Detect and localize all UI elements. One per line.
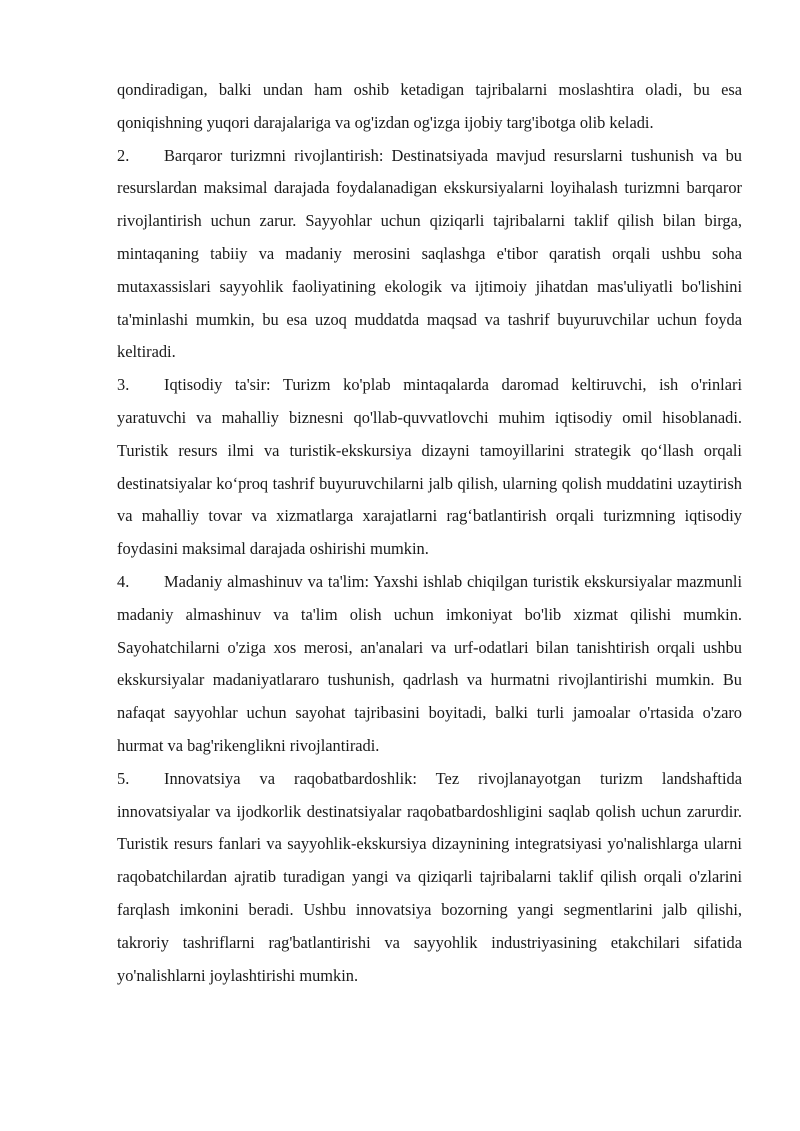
intro-paragraph: qondiradigan, balki undan ham oshib ketadigan tajribalarni moslashtira oladi, bu esa qoniqishning yuqori darajalariga va og'izdan og'izga ijobiy targ'ibotga olib keladi. bbox=[117, 80, 742, 132]
list-item-2 bbox=[117, 140, 742, 370]
document-page bbox=[117, 74, 742, 992]
list-item-number: 2. bbox=[117, 145, 130, 165]
list-item-text: Iqtisodiy ta'sir: Turizm ko'plab mintaqalarda daromad keltiruvchi, ish o'rinlari yaratuvchi va mahalliy biznesni qo'llab-quvvatlovchi muhim iqtisodiy omil hisoblanadi. Turistik resurs ilmi va turistik-ekskursiya dizayni tamoyillarini strategik qo‘llash orqali destinatsiyalar ko‘proq tashrif buyuruvchilarni jalb qilish, ularning qolish muddatini uzaytirish va mahalliy tovar va xizmatlarga xarajatlarni rag‘batlantirish orqali turizmning iqtisodiy foydasini maksimal darajada oshirishi mumkin. bbox=[117, 375, 742, 559]
list-item-3 bbox=[117, 369, 742, 566]
list-item-4 bbox=[117, 566, 742, 763]
list-item-text: Barqaror turizmni rivojlantirish: Destinatsiyada mavjud resurslarni tushunish va bu resurslardan maksimal darajada foydalanadigan ekskursiyalarni loyihalash turizmni barqaror rivojlantirish uchun zarur. Sayyohlar uchun qiziqarli tajribalarni taklif qilish bilan birga, mintaqaning tabiiy va madaniy merosini saqlashga e'tibor qaratish orqali ushbu soha mutaxassislari sayyohlik faoliyatining ekologik va ijtimoiy jihatdan mas'uliyatli bo'lishini ta'minlashi mumkin, bu esa uzoq muddatda maqsad va tashrif buyuruvchilar uchun foyda keltiradi. bbox=[117, 145, 742, 362]
list-item-number: 4. bbox=[117, 571, 130, 591]
list-item-number: 5. bbox=[117, 768, 130, 788]
list-item-text: Innovatsiya va raqobatbardoshlik: Tez rivojlanayotgan turizm landshaftida innovatsiyalar va ijodkorlik destinatsiyalar raqobatbardoshligini saqlab qolish uchun zarurdir. Turistik resurs fanlari va sayyohlik-ekskursiya dizaynining integratsiyasi yo'nalishlarga ularni raqobatchilardan ajratib turadigan yangi va qiziqarli tajribalarni taklif qilish orqali o'zlarini farqlash imkonini beradi. Ushbu innovatsiya bozorning yangi segmentlarini jalb qilishi, takroriy tashriflarni rag'batlantirishi va sayyohlik industriyasining etakchilari sifatida yo'nalishlarni joylashtirishi mumkin. bbox=[117, 768, 742, 985]
list-item-5 bbox=[117, 763, 742, 993]
list-item-text: Madaniy almashinuv va ta'lim: Yaxshi ishlab chiqilgan turistik ekskursiyalar mazmunli madaniy almashinuv va ta'lim olish uchun imkoniyat bo'lib xizmat qilishi mumkin. Sayohatchilarni o'ziga xos merosi, an'analari va urf-odatlari bilan tanishtirish orqali ushbu ekskursiyalar madaniyatlararo tushunish, qadrlash va hurmatni rivojlantirishi mumkin. Bu nafaqat sayyohlar uchun sayohat tajribasini boyitadi, balki turli jamoalar o'rtasida o'zaro hurmat va bag'rikenglikni rivojlantiradi. bbox=[117, 571, 742, 755]
list-item-number: 3. bbox=[117, 375, 130, 395]
